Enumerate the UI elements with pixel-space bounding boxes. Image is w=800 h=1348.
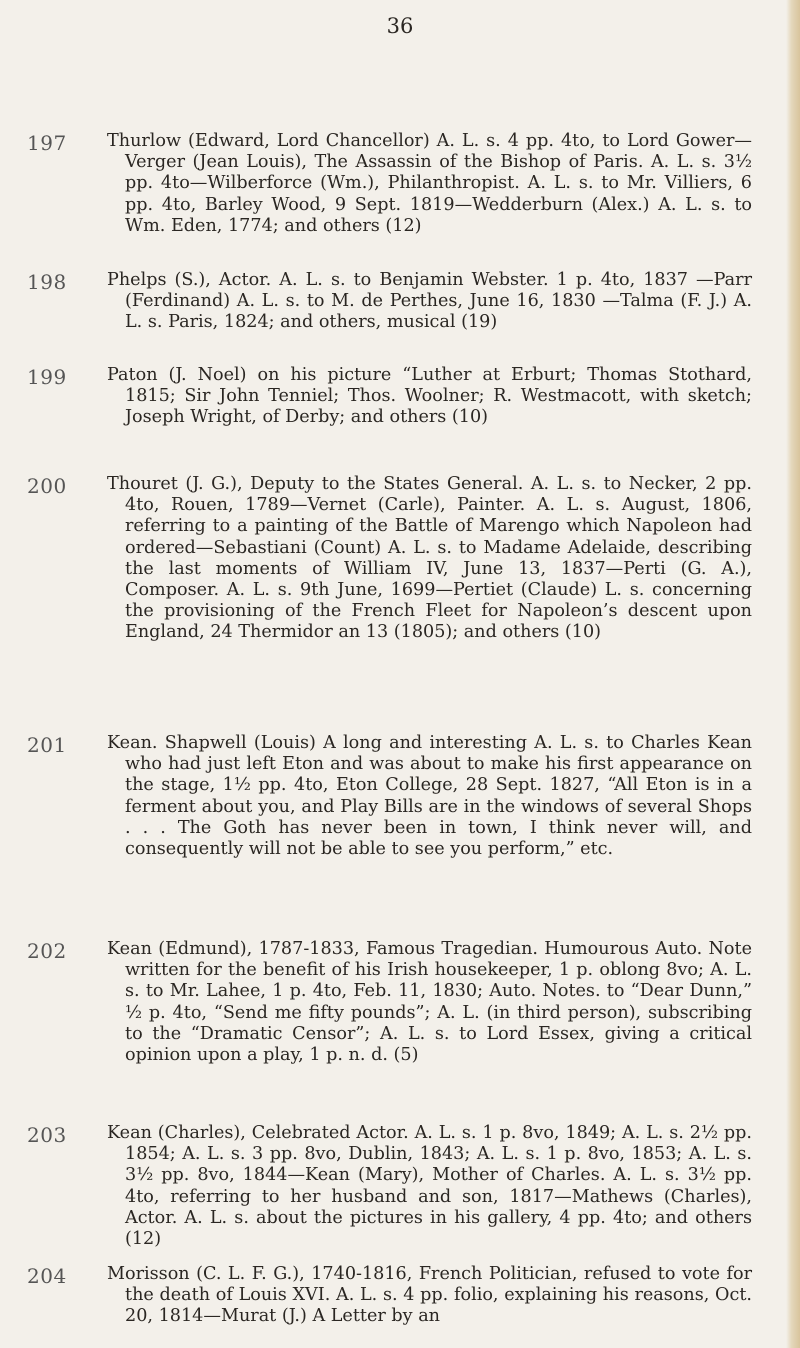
page-edge-shadow	[786, 0, 800, 1348]
entry-text: Kean. Shapwell (Louis) A long and interesting A. L. s. to Charles Kean who had just left Eton and was about to make his first appearance on the stage, 1½ pp. 4to, Eton College, 28 Sept. 1827, “All Eton is in a ferment about you, and Play Bills are in the windows of several Shops . . . The Goth has never been in town, I think never will, and consequently will not be able to see you perform,” etc.	[107, 733, 752, 860]
lot-number: 199	[27, 365, 67, 389]
entry-text: Morisson (C. L. F. G.), 1740-1816, French Politician, refused to vote for the death of Louis XVI. A. L. s. 4 pp. folio, explaining his reasons, Oct. 20, 1814—Murat (J.) A Letter by an	[107, 1264, 752, 1327]
lot-number: 203	[27, 1123, 67, 1147]
page-number: 36	[386, 14, 414, 38]
entry-text: Kean (Edmund), 1787-1833, Famous Tragedian. Humourous Auto. Note written for the benefit of his Irish housekeeper, 1 p. oblong 8vo; A. L. s. to Mr. Lahee, 1 p. 4to, Feb. 11, 1830; Auto. Notes. to “Dear Dunn,” ½ p. 4to, “Send me fifty pounds”; A. L. (in third person), subscribing to the “Dramatic Censor”; A. L. s. to Lord Essex, giving a critical opinion upon a play, 1 p. n. d. (5)	[107, 939, 752, 1066]
lot-number: 200	[27, 474, 67, 498]
lot-number: 204	[27, 1264, 67, 1288]
lot-number: 202	[27, 939, 67, 963]
lot-number: 201	[27, 733, 67, 757]
entry-text: Kean (Charles), Celebrated Actor. A. L. s. 1 p. 8vo, 1849; A. L. s. 2½ pp. 1854; A. L. s. 3 pp. 8vo, Dublin, 1843; A. L. s. 1 p. 8vo, 1853; A. L. s. 3½ pp. 8vo, 1844—Kean (Mary), Mother of Charles. A. L. s. 3½ pp. 4to, referring to her husband and son, 1817—Mathews (Charles), Actor. A. L. s. about the pictures in his gallery, 4 pp. 4to; and others (12)	[107, 1123, 752, 1250]
lot-number: 198	[27, 270, 67, 294]
entry-text: Thouret (J. G.), Deputy to the States General. A. L. s. to Necker, 2 pp. 4to, Rouen, 1789—Vernet (Carle), Painter. A. L. s. August, 1806, referring to a painting of the Battle of Marengo which Napoleon had ordered—Sebastiani (Count) A. L. s. to Madame Adelaide, describing the last moments of William IV, June 13, 1837—Perti (G. A.), Composer. A. L. s. 9th June, 1699—Pertiet (Claude) L. s. concerning the provisioning of the French Fleet for Napoleon’s descent upon England, 24 Thermidor an 13 (1805); and others (10)	[107, 474, 752, 643]
entry-text: Phelps (S.), Actor. A. L. s. to Benjamin Webster. 1 p. 4to, 1837 —Parr (Ferdinand) A. L. s. to M. de Perthes, June 16, 1830 —Talma (F. J.) A. L. s. Paris, 1824; and others, musical (19)	[107, 270, 752, 333]
entry-text: Paton (J. Noel) on his picture “Luther at Erburt; Thomas Stothard, 1815; Sir John Tenniel; Thos. Woolner; R. Westmacott, with sketch; Joseph Wright, of Derby; and others (10)	[107, 365, 752, 428]
entry-text: Thurlow (Edward, Lord Chancellor) A. L. s. 4 pp. 4to, to Lord Gower—Verger (Jean Louis), The Assassin of the Bishop of Paris. A. L. s. 3½ pp. 4to—Wilberforce (Wm.), Philanthropist. A. L. s. to Mr. Villiers, 6 pp. 4to, Barley Wood, 9 Sept. 1819—Wedderburn (Alex.) A. L. s. to Wm. Eden, 1774; and others (12)	[107, 131, 752, 236]
lot-number: 197	[27, 131, 67, 155]
